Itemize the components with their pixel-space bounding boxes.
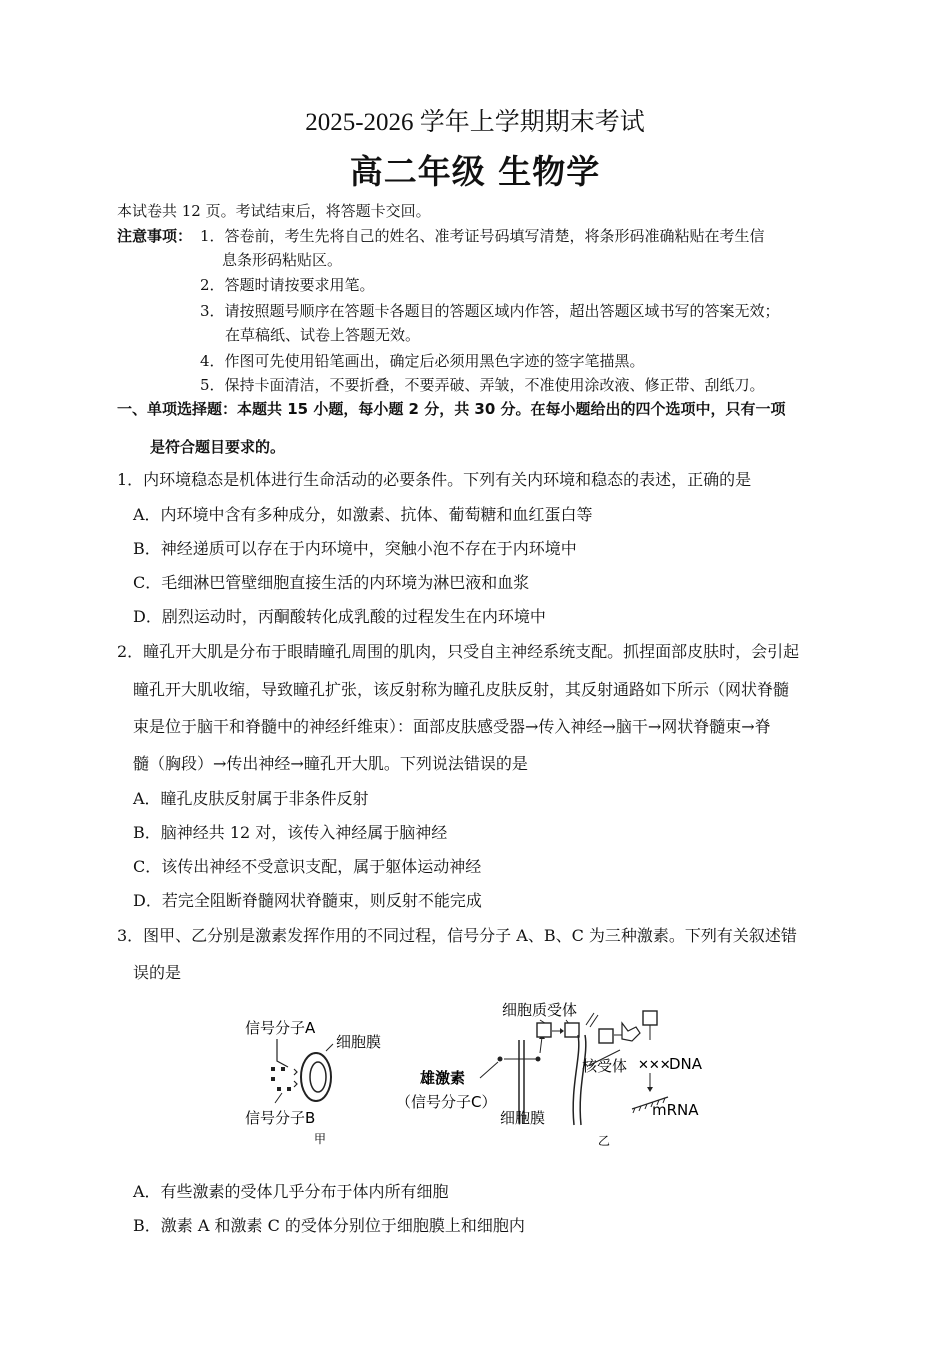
active-complex-box bbox=[643, 1011, 657, 1025]
arrow-head bbox=[560, 1028, 564, 1034]
nuclear-envelope bbox=[580, 1035, 586, 1125]
question-3-option-b: B．激素 A 和激素 C 的受体分别位于细胞膜上和细胞内 bbox=[133, 1216, 525, 1235]
androgen-molecule bbox=[536, 1057, 541, 1062]
notes-label: 注意事项： bbox=[117, 227, 193, 245]
nuclear-receptor-box bbox=[599, 1029, 613, 1043]
signal-a-molecule bbox=[271, 1067, 275, 1071]
question-2-option-d: D．若完全阻断脊髓网状脊髓束，则反射不能完成 bbox=[133, 891, 482, 910]
note-item-1-cont: 息条形码粘贴区。 bbox=[222, 251, 343, 269]
hormone-action-figure bbox=[230, 995, 730, 1155]
section-heading: 一、单项选择题：本题共 15 小题，每小题 2 分，共 30 分。在每小题给出的四个选项中，只有一项 bbox=[117, 400, 786, 418]
cytoplasm-receptor-box bbox=[537, 1023, 551, 1037]
cytoplasm-receptor-label: 细胞质受体 bbox=[502, 1001, 578, 1019]
dna-helix-icon: ✕✕✕ bbox=[638, 1058, 671, 1073]
receptor-site bbox=[294, 1069, 297, 1075]
jia-membrane-label: 细胞膜 bbox=[336, 1033, 382, 1051]
note-item-5: 5．保持卡面清洁，不要折叠，不要弄破、弄皱，不准使用涂改液、修正带、刮纸刀。 bbox=[200, 376, 765, 394]
jia-membrane-pointer bbox=[326, 1044, 333, 1051]
question-2-option-b: B．脑神经共 12 对，该传入神经属于脑神经 bbox=[133, 823, 448, 842]
note-item-4: 4．作图可先使用铅笔画出，确定后必须用黑色字迹的签字笔描黑。 bbox=[200, 352, 645, 370]
signal-b-molecule bbox=[277, 1087, 281, 1091]
jia-cell-inner bbox=[310, 1062, 326, 1092]
signal-a-pointer bbox=[277, 1039, 288, 1067]
signal-b-pointer bbox=[275, 1093, 282, 1103]
section-heading-cont: 是符合题目要求的。 bbox=[150, 438, 286, 456]
androgen-pointer bbox=[480, 1062, 498, 1078]
question-2-option-c: C．该传出神经不受意识支配，属于躯体运动神经 bbox=[133, 857, 482, 876]
mrna-label: mRNA bbox=[652, 1101, 699, 1119]
question-2-stem-line-4: 髓（胸段）→传出神经→瞳孔开大肌。下列说法错误的是 bbox=[133, 754, 528, 773]
signal-b-molecule bbox=[287, 1087, 291, 1091]
question-3-option-a: A．有些激素的受体几乎分布于体内所有细胞 bbox=[133, 1182, 449, 1201]
figure-yi-caption: 乙 bbox=[598, 1134, 611, 1148]
question-1-stem: 1．内环境稳态是机体进行生命活动的必要条件。下列有关内环境和稳态的表述，正确的是 bbox=[117, 470, 752, 489]
androgen-molecule bbox=[498, 1057, 503, 1062]
question-2-stem-line-2: 瞳孔开大肌收缩，导致瞳孔扩张，该反射称为瞳孔皮肤反射，其反射通路如下所示（网状脊髓 bbox=[133, 680, 790, 699]
question-1-option-b: B．神经递质可以存在于内环境中，突触小泡不存在于内环境中 bbox=[133, 539, 577, 558]
question-2-option-a: A．瞳孔皮肤反射属于非条件反射 bbox=[133, 789, 369, 808]
signal-b-label: 信号分子B bbox=[245, 1109, 316, 1127]
question-1-option-c: C．毛细淋巴管壁细胞直接生活的内环境为淋巴液和血浆 bbox=[133, 573, 530, 592]
question-3-stem-line-2: 误的是 bbox=[133, 963, 182, 982]
nuclear-receptor-label: 核受体 bbox=[582, 1057, 628, 1075]
receptor-site bbox=[294, 1081, 297, 1087]
arrow-head bbox=[647, 1087, 653, 1092]
note-item-1: 1．答卷前，考生先将自己的姓名、准考证号码填写清楚，将条形码准确粘贴在考生信 bbox=[200, 227, 765, 245]
exam-title: 2025-2026 学年上学期期末考试 bbox=[305, 109, 645, 136]
question-2-stem: 2．瞳孔开大肌是分布于眼睛瞳孔周围的肌肉，只受自主神经系统支配。抓捏面部皮肤时，会引起 bbox=[117, 642, 800, 661]
arrow-to-receptor bbox=[540, 1037, 542, 1053]
yi-membrane-label: 细胞膜 bbox=[500, 1109, 546, 1127]
question-3-stem: 3．图甲、乙分别是激素发挥作用的不同过程，信号分子 A、B、C 为三种激素。下列有关叙述错 bbox=[117, 926, 797, 945]
question-1-option-d: D．剧烈运动时，丙酮酸转化成乳酸的过程发生在内环境中 bbox=[133, 607, 546, 626]
note-item-2: 2．答题时请按要求用笔。 bbox=[200, 276, 375, 294]
question-1-option-a: A．内环境中含有多种成分，如激素、抗体、葡萄糖和血红蛋白等 bbox=[133, 505, 593, 524]
note-item-3: 3．请按照题号顺序在答题卡各题目的答题区域内作答，超出答题区域书写的答案无效； bbox=[200, 302, 780, 320]
signal-a-label: 信号分子A bbox=[245, 1019, 316, 1037]
signal-a-molecule bbox=[281, 1067, 285, 1071]
question-2-stem-line-3: 束是位于脑干和脊髓中的神经纤维束）：面部皮肤感受器→传入神经→脑干→网状脊髓束→脊 bbox=[133, 717, 771, 736]
subject-title: 高二年级 生物学 bbox=[349, 152, 601, 191]
nuclear-receptor-complex bbox=[622, 1023, 640, 1041]
bound-receptor-box bbox=[565, 1023, 579, 1037]
exam-intro: 本试卷共 12 页。考试结束后，将答题卡交回。 bbox=[117, 202, 431, 220]
dna-label: DNA bbox=[669, 1055, 703, 1073]
figure-jia-caption: 甲 bbox=[314, 1132, 327, 1146]
signal-a-molecule bbox=[271, 1077, 275, 1081]
note-item-3-cont: 在草稿纸、试卷上答题无效。 bbox=[225, 326, 421, 344]
androgen-label: 雄激素 bbox=[420, 1069, 466, 1087]
androgen-note: （信号分子C） bbox=[396, 1093, 497, 1111]
nuclear-envelope bbox=[573, 1035, 579, 1125]
